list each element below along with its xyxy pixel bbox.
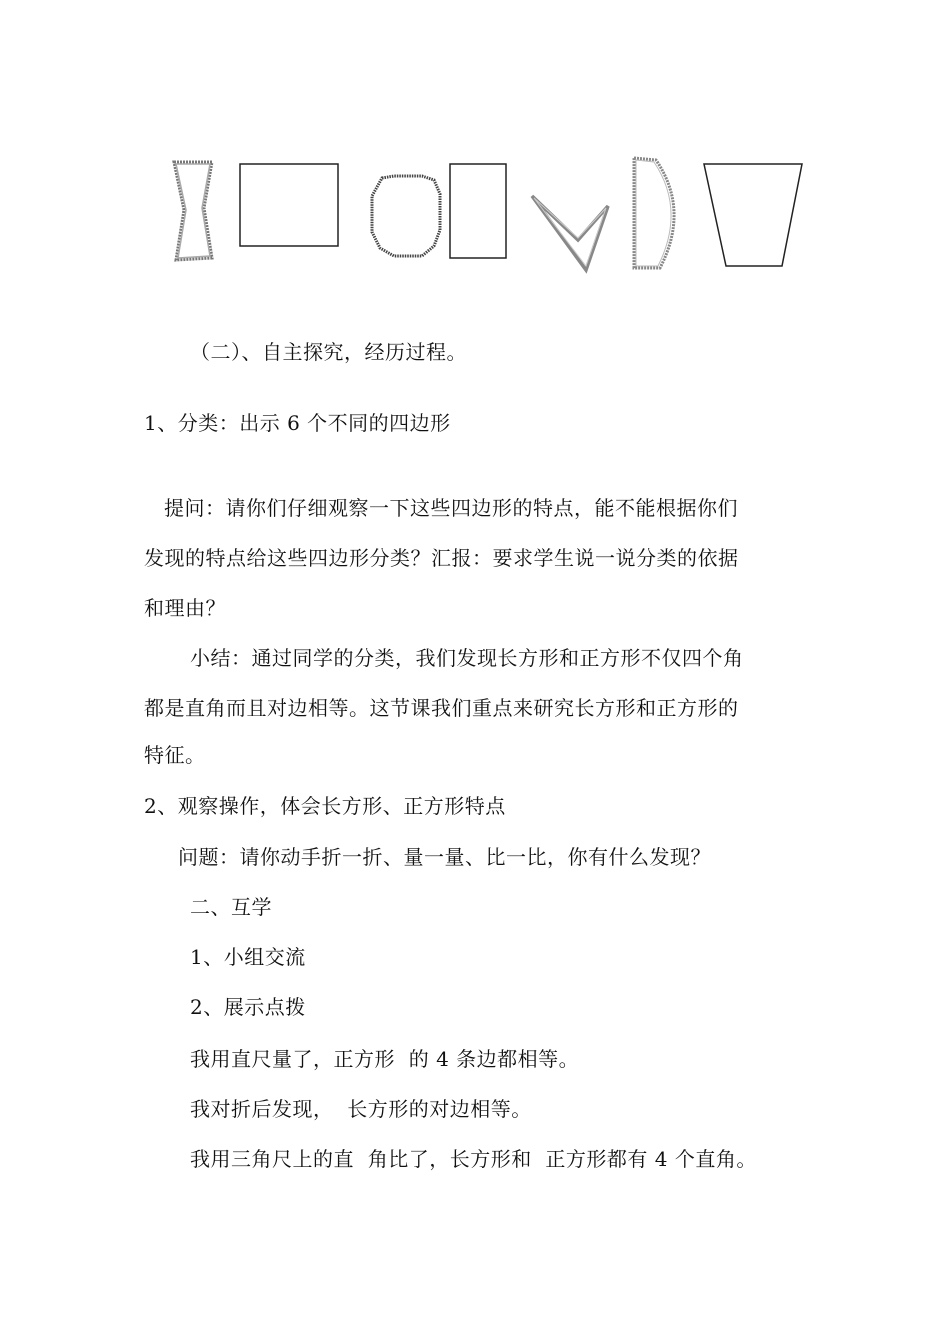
summary-line-1: 小结：通过同学的分类，我们发现长方形和正方形不仅四个角: [190, 646, 744, 670]
problem-line: 问题：请你动手折一折、量一量、比一比，你有什么发现？: [178, 845, 711, 869]
question-line-2: 发现的特点给这些四边形分类？汇报：要求学生说一说分类的依据: [144, 546, 739, 570]
trapezoid-shape: [704, 164, 802, 266]
question-line-3: 和理由？: [144, 596, 226, 620]
group-exchange-line: 1、小组交流: [190, 945, 306, 969]
item-observation: 2、观察操作，体会长方形、正方形特点: [144, 794, 506, 818]
finding-line-1: 我用直尺量了，正方形 的 4 条边都相等。: [190, 1047, 580, 1071]
section-heading: （二）、自主探究，经历过程。: [190, 340, 467, 364]
arrow-quadrilateral: [532, 196, 608, 270]
finding-line-2: 我对折后发现， 长方形的对边相等。: [190, 1097, 532, 1121]
tall-rectangle-shape: [450, 164, 506, 258]
question-line-1: 提问：请你们仔细观察一下这些四边形的特点，能不能根据你们: [164, 496, 738, 520]
summary-line-2: 都是直角而且对边相等。这节课我们重点来研究长方形和正方形的: [144, 696, 739, 720]
summary-line-3: 特征。: [144, 743, 206, 767]
mutual-learning-heading: 二、互学: [190, 895, 272, 919]
rounded-square-shape: [372, 176, 440, 256]
half-disc-quadrilateral: [634, 158, 674, 268]
finding-line-3: 我用三角尺上的直 角比了，长方形和 正方形都有 4 个直角。: [190, 1147, 757, 1171]
item-classification: 1、分类：出示 6 个不同的四边形: [144, 411, 451, 435]
hourglass-quadrilateral: [174, 162, 212, 260]
rectangle-shape: [240, 164, 338, 246]
quadrilateral-figures: [160, 150, 820, 280]
show-guide-line: 2、展示点拨: [190, 995, 306, 1019]
